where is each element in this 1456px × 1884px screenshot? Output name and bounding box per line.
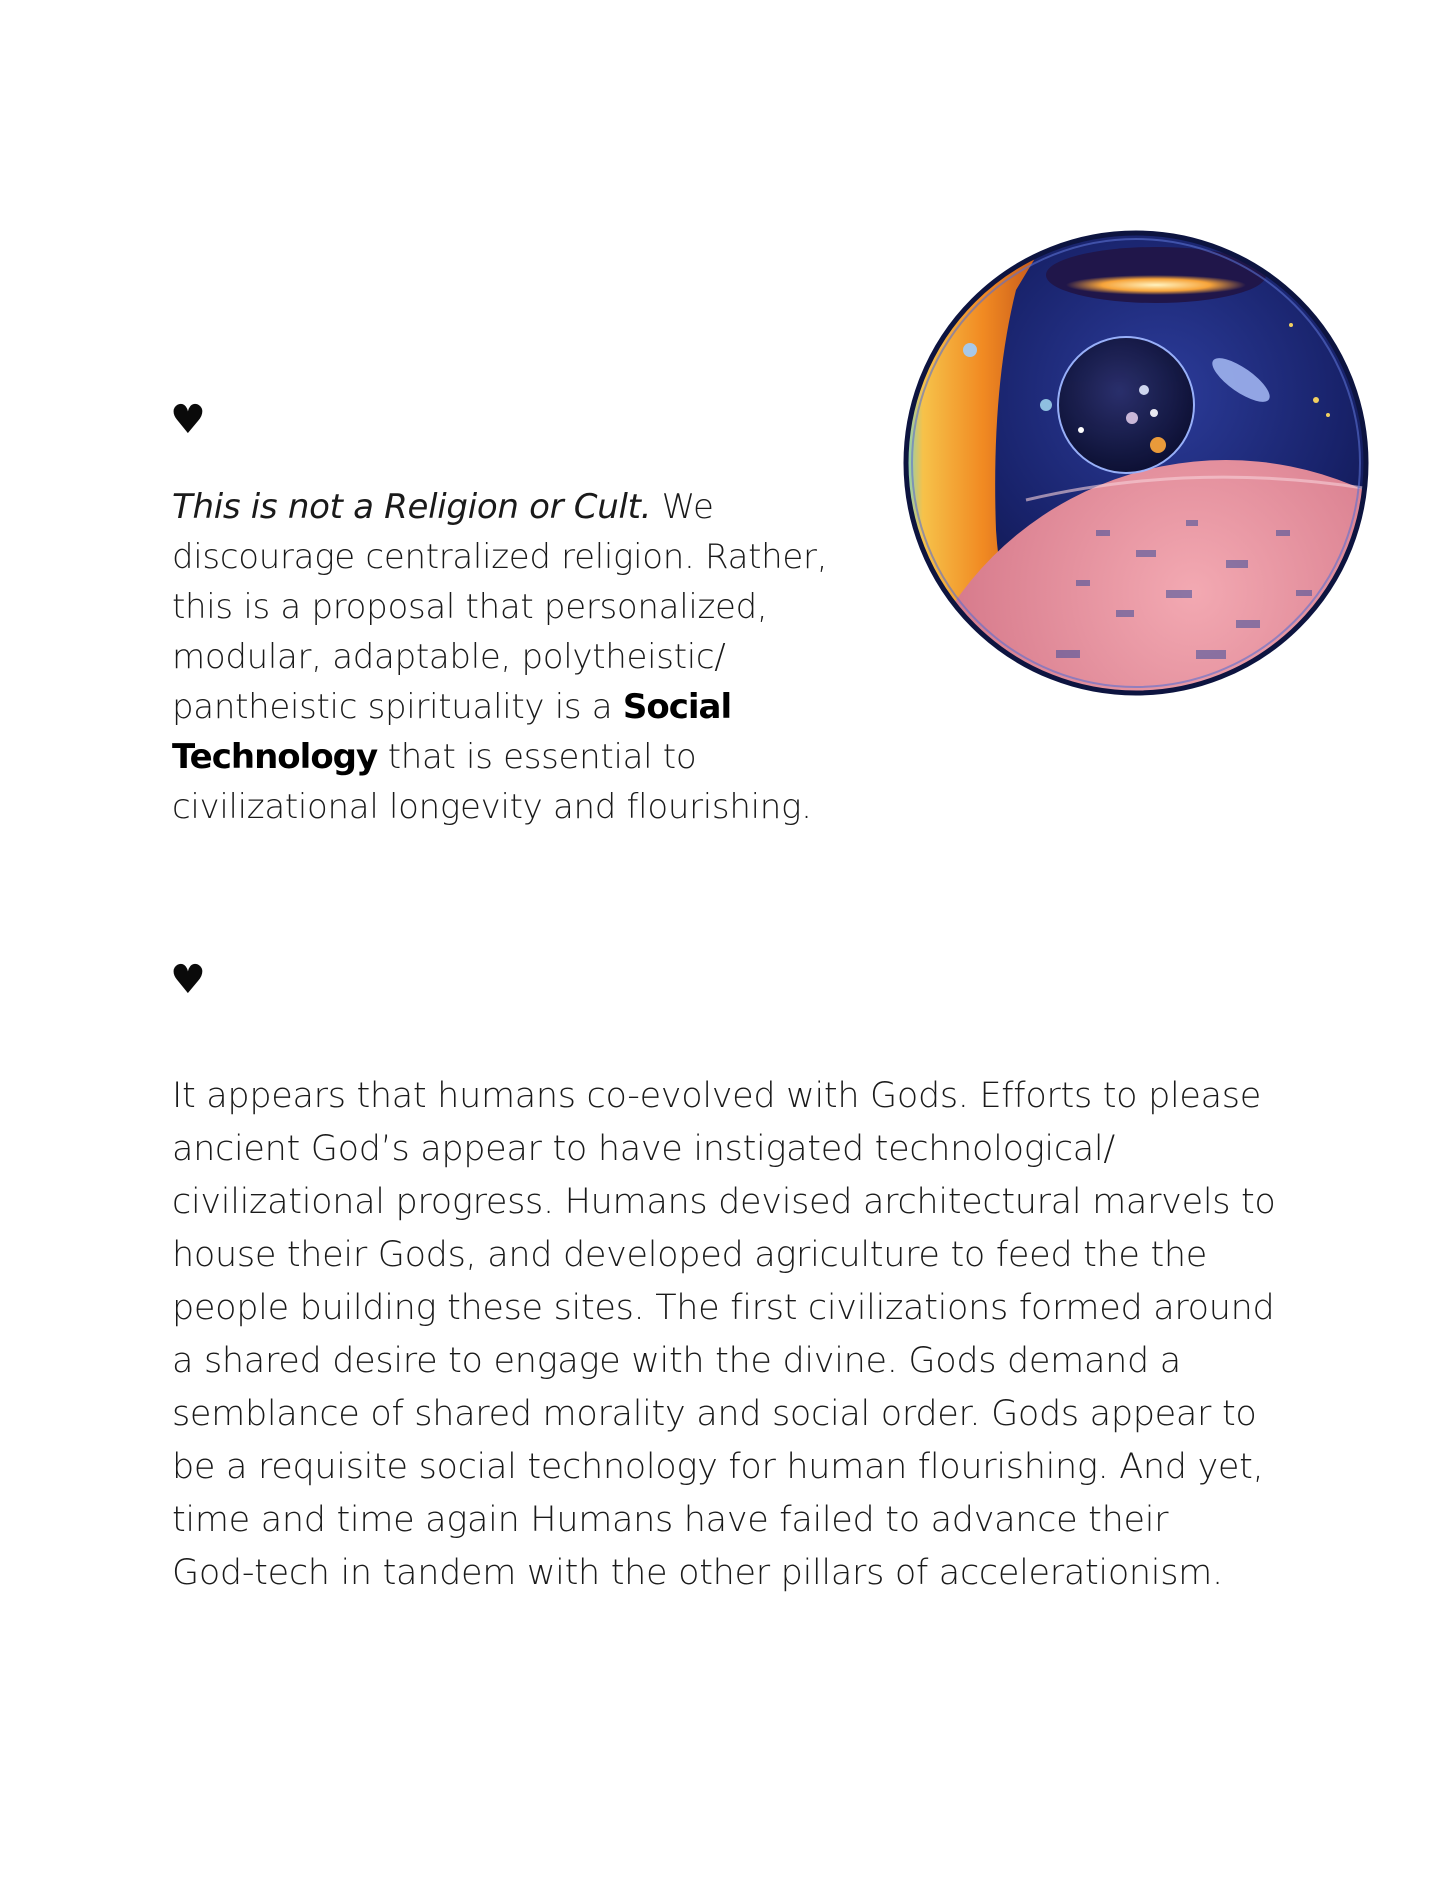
heart-icon: ♥ (170, 397, 206, 443)
body-paragraph (172, 1070, 1292, 1600)
cosmic-orb-illustration (896, 230, 1376, 696)
intro-emphasis: This is not a Religion or Cult. (172, 487, 652, 527)
intro-line-5-text: pantheistic spirituality is a (172, 687, 623, 727)
intro-line-7: civilizational longevity and flourishing. (172, 787, 812, 827)
body-line: ancient God’s appear to have instigated technological/ (172, 1129, 1115, 1169)
intro-line-1-text: We (651, 487, 714, 527)
body-line: people building these sites. The first civilizations formed around (172, 1288, 1275, 1328)
body-line: semblance of shared morality and social order. Gods appear to (172, 1394, 1257, 1434)
body-line: God-tech in tandem with the other pillars of accelerationism. (172, 1553, 1223, 1593)
body-line: be a requisite social technology for human flourishing. And yet, (172, 1447, 1264, 1487)
intro-line-3: this is a proposal that personalized, (172, 587, 768, 627)
heart-icon: ♥ (170, 957, 206, 1003)
intro-line-5 (172, 682, 852, 732)
body-line: civilizational progress. Humans devised architectural marvels to (172, 1182, 1276, 1222)
body-line: It appears that humans co-evolved with Gods. Efforts to please (172, 1076, 1261, 1116)
intro-line-2: discourage centralized religion. Rather, (172, 537, 828, 577)
intro-paragraph (172, 482, 852, 832)
body-line: a shared desire to engage with the divine. Gods demand a (172, 1341, 1181, 1381)
intro-line-6 (172, 732, 852, 782)
body-line: time and time again Humans have failed to advance their (172, 1500, 1169, 1540)
body-line: house their Gods, and developed agriculture to feed the the (172, 1235, 1207, 1275)
intro-line-6-text: that is essential to (377, 737, 697, 777)
intro-line-1 (172, 482, 852, 532)
technology-bold: Technology (172, 737, 378, 777)
social-bold: Social (622, 687, 732, 727)
intro-line-4: modular, adaptable, polytheistic/ (172, 637, 726, 677)
